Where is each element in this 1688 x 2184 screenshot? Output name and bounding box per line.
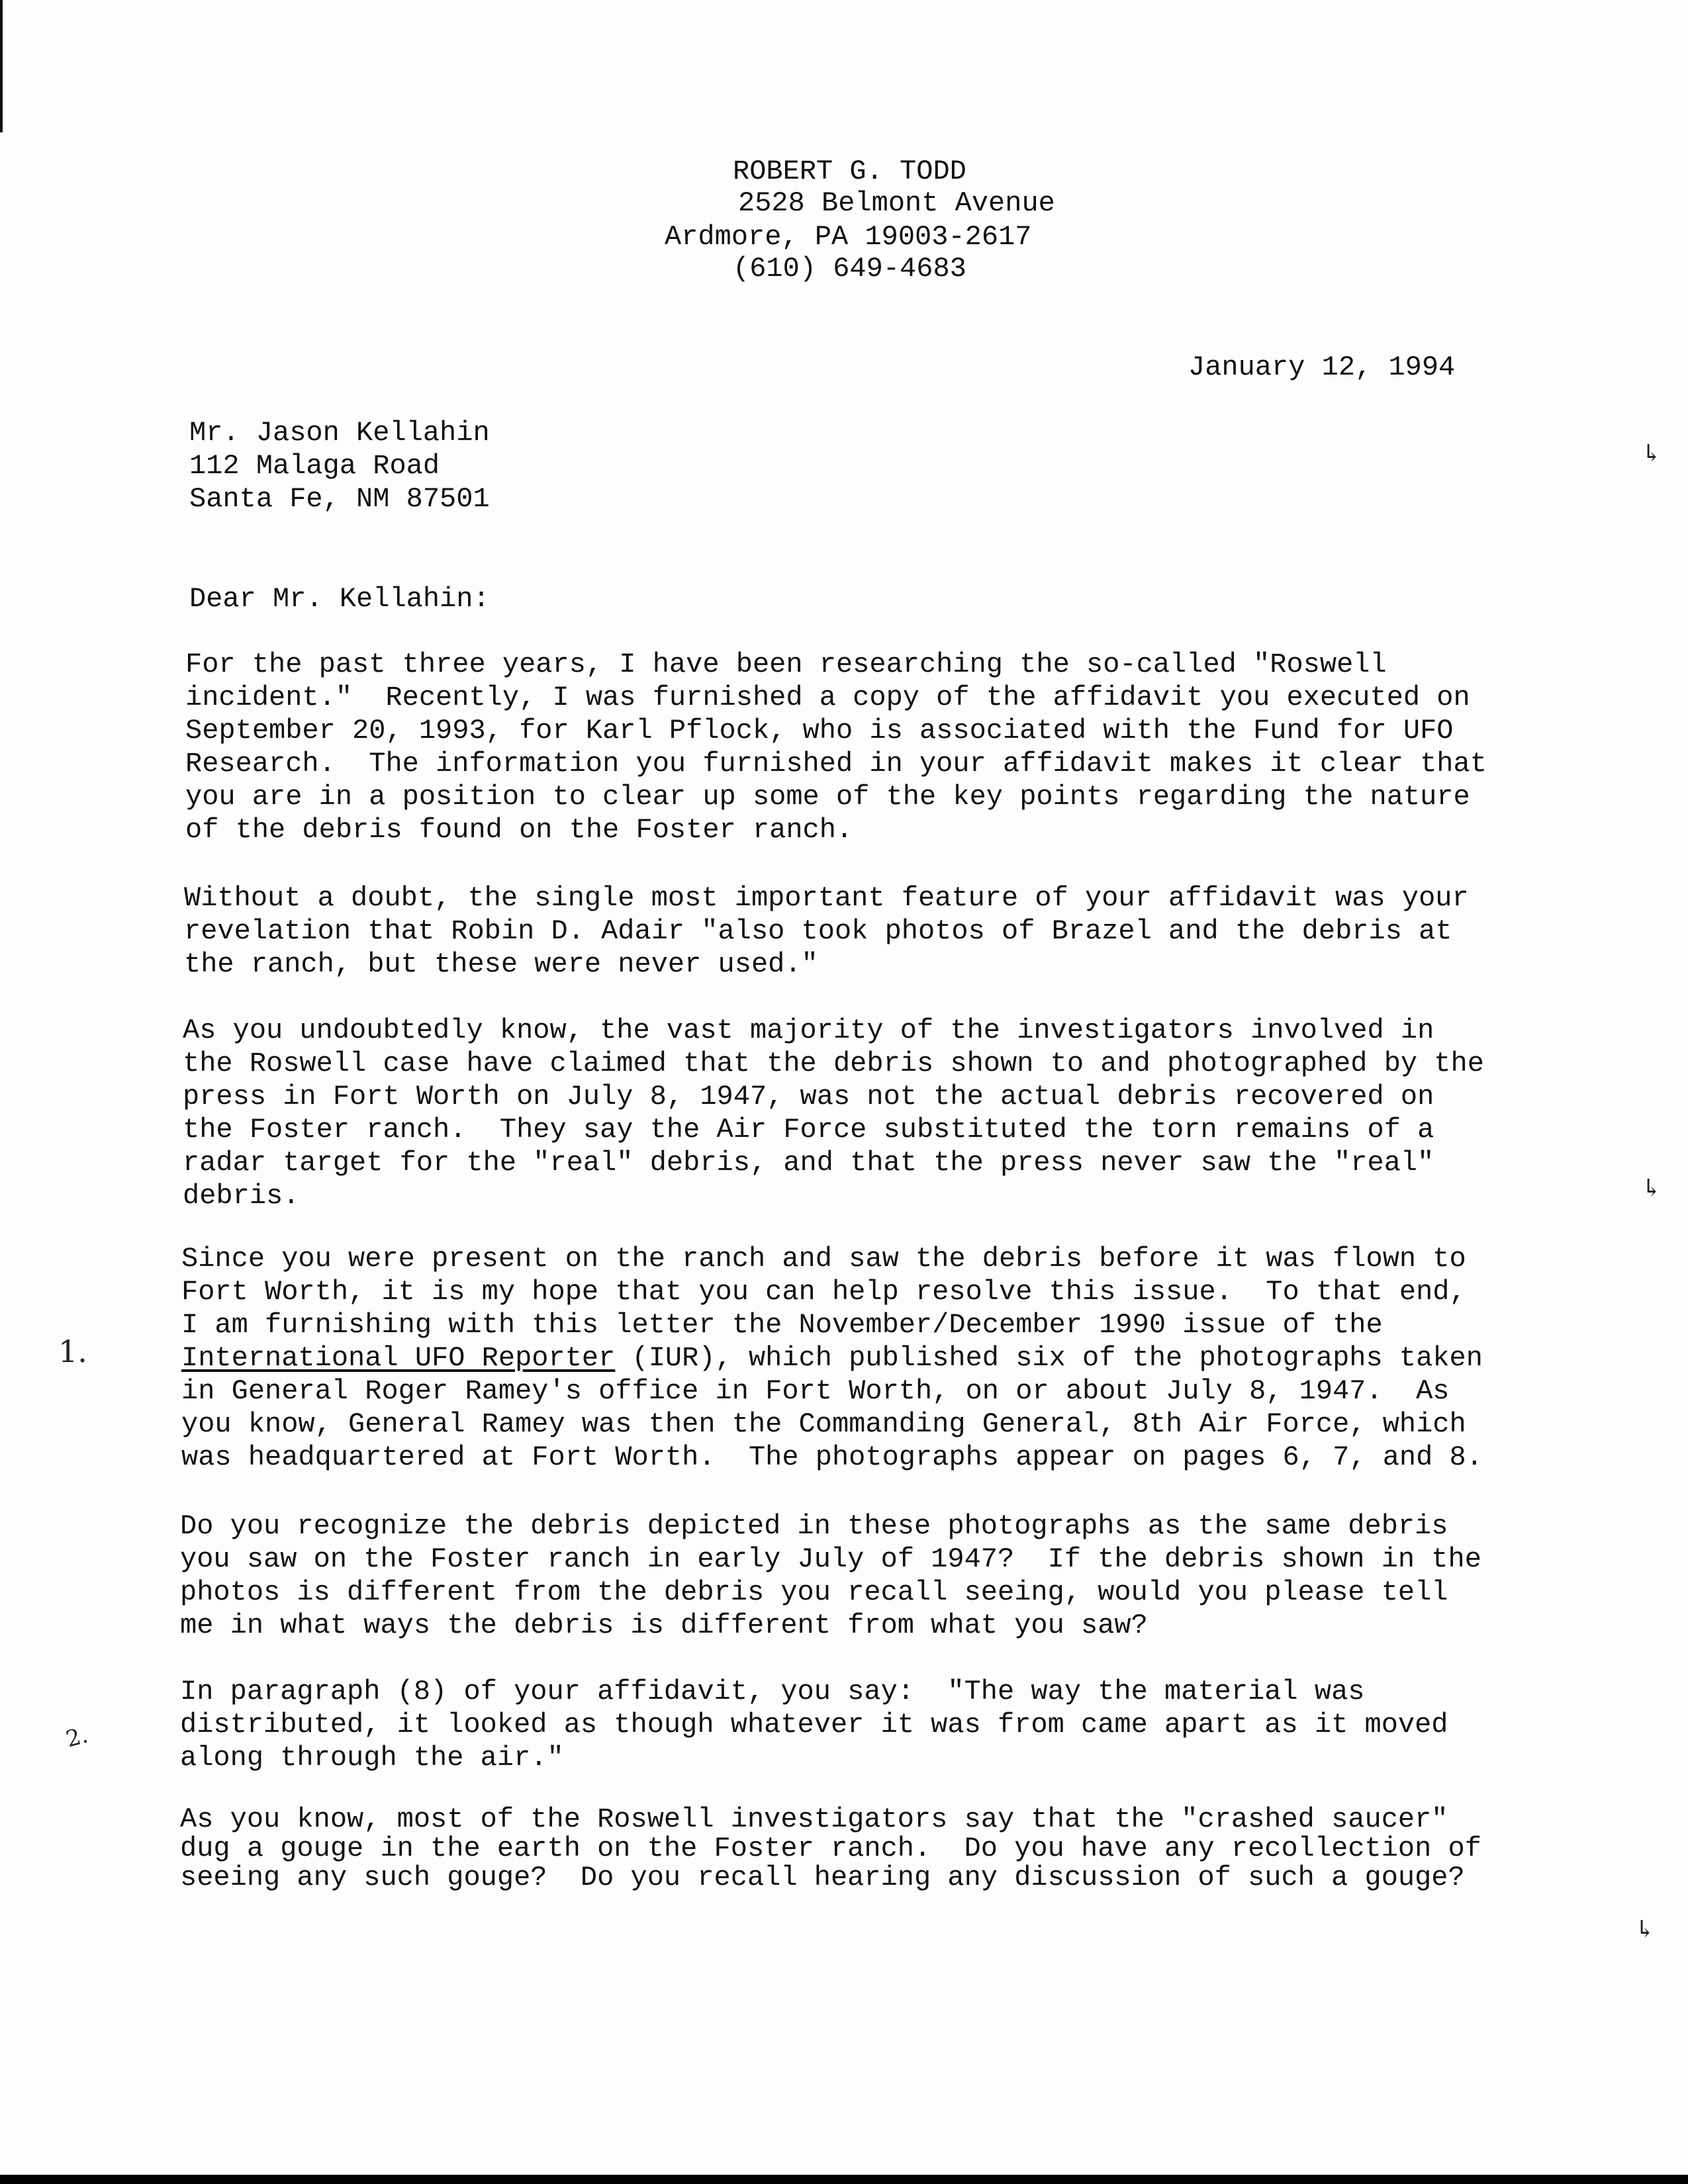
paragraph-4 <box>181 1242 1483 1474</box>
checkmark-icon: ↳ <box>1642 440 1662 467</box>
text-line: you know, General Ramey was then the Commanding General, 8th Air Force, which <box>181 1408 1466 1440</box>
sender-city: Ardmore, PA 19003-2617 <box>665 221 1032 253</box>
paragraph-1 <box>185 648 1487 846</box>
paragraph-3 <box>183 1014 1484 1212</box>
margin-note-2: 2. <box>63 1721 91 1753</box>
recipient-city: Santa Fe, NM 87501 <box>189 483 490 515</box>
checkmark-icon: ↳ <box>1635 1916 1656 1943</box>
text-line: in General Roger Ramey's office in Fort Worth, on or about July 8, 1947. As <box>181 1375 1450 1407</box>
letter-date: January 12, 1994 <box>1188 351 1456 383</box>
text-line: photos is different from the debris you recall seeing, would you please tell <box>180 1576 1448 1608</box>
text-line: Do you recognize the debris depicted in these photographs as the same debris <box>180 1510 1448 1542</box>
text-line: of the debris found on the Foster ranch. <box>185 814 853 846</box>
recipient-address <box>189 416 490 516</box>
text-line: distributed, it looked as though whatever it was from came apart as it moved <box>180 1709 1448 1741</box>
sender-phone: (610) 649-4683 <box>733 253 966 285</box>
text-line: the Foster ranch. They say the Air Force substituted the torn remains of a <box>183 1114 1434 1146</box>
paragraph-2 <box>184 882 1469 981</box>
sender-street: 2528 Belmont Avenue <box>738 187 1055 219</box>
text-line: press in Fort Worth on July 8, 1947, was not the actual debris recovered on <box>183 1081 1434 1113</box>
text-line: September 20, 1993, for Karl Pflock, who is associated with the Fund for UFO <box>185 715 1454 747</box>
text-line: the Roswell case have claimed that the debris shown to and photographed by the <box>183 1048 1484 1079</box>
text-line: Research. The information you furnished in your affidavit makes it clear that <box>185 748 1487 780</box>
text-line: was headquartered at Fort Worth. The photographs appear on pages 6, 7, and 8. <box>181 1441 1483 1473</box>
checkmark-icon: ↳ <box>1642 1175 1662 1202</box>
text-line: As you know, most of the Roswell investigators say that the "crashed saucer" <box>180 1803 1448 1835</box>
scan-border <box>0 2175 1688 2184</box>
text-line <box>181 1342 1483 1375</box>
paragraph-5 <box>180 1510 1481 1642</box>
scan-edge <box>0 0 3 132</box>
text-line: radar target for the "real" debris, and that the press never saw the "real" <box>183 1147 1434 1179</box>
text-line: Fort Worth, it is my hope that you can help resolve this issue. To that end, <box>181 1276 1466 1308</box>
publication-title: International UFO Reporter <box>181 1342 616 1374</box>
paragraph-6 <box>180 1675 1448 1774</box>
recipient-name: Mr. Jason Kellahin <box>189 417 490 449</box>
text-fragment: (IUR), which published six of the photographs taken <box>615 1342 1483 1374</box>
text-line: I am furnishing with this letter the November/December 1990 issue of the <box>181 1309 1383 1341</box>
text-line: the ranch, but these were never used." <box>184 948 818 980</box>
text-line: Since you were present on the ranch and saw the debris before it was flown to <box>181 1243 1466 1275</box>
text-line: along through the air." <box>180 1742 564 1774</box>
text-line: me in what ways the debris is different from what you saw? <box>180 1610 1148 1641</box>
sender-name: ROBERT G. TODD <box>733 156 966 187</box>
text-line: debris. <box>183 1180 300 1212</box>
text-line: As you undoubtedly know, the vast majority of the investigators involved in <box>183 1015 1434 1046</box>
text-line: you saw on the Foster ranch in early July of 1947? If the debris shown in the <box>180 1543 1481 1575</box>
text-line: Without a doubt, the single most important feature of your affidavit was your <box>184 882 1469 914</box>
text-line: For the past three years, I have been researching the so-called "Roswell <box>185 649 1387 680</box>
text-line: revelation that Robin D. Adair "also took photos of Brazel and the debris at <box>184 915 1452 947</box>
text-line: dug a gouge in the earth on the Foster ranch. Do you have any recollection of <box>180 1833 1481 1864</box>
margin-note-1: 1. <box>58 1334 87 1369</box>
text-line: you are in a position to clear up some of the key points regarding the nature <box>185 781 1470 813</box>
text-line: seeing any such gouge? Do you recall hearing any discussion of such a gouge? <box>180 1862 1465 1893</box>
text-line: In paragraph (8) of your affidavit, you say: "The way the material was <box>180 1676 1365 1707</box>
salutation: Dear Mr. Kellahin: <box>189 583 490 615</box>
paragraph-7 <box>180 1805 1481 1892</box>
text-line: incident." Recently, I was furnished a copy of the affidavit you executed on <box>185 682 1470 713</box>
recipient-street: 112 Malaga Road <box>189 450 440 482</box>
